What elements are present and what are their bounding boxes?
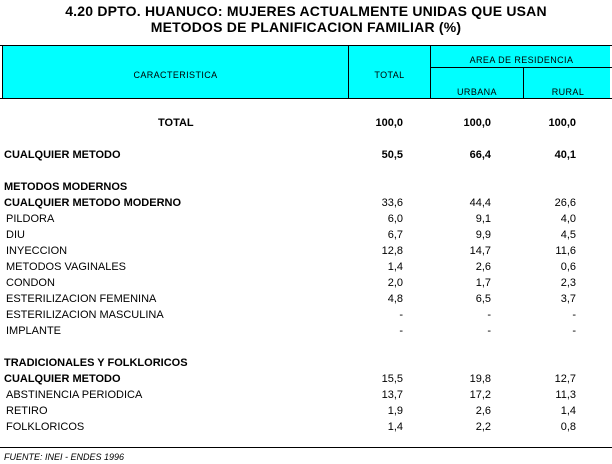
cell-total: 2,0 <box>387 277 403 289</box>
row-label: CUALQUIER METODO <box>4 149 121 161</box>
cell-total: 33,6 <box>381 197 403 209</box>
row-label: CUALQUIER METODO <box>4 373 121 385</box>
row-label: IMPLANTE <box>6 325 62 337</box>
cell-rural: - <box>572 309 576 321</box>
table-row <box>0 307 612 323</box>
table-row <box>0 291 612 307</box>
header-caracteristica: CARACTERISTICA <box>133 70 218 80</box>
header-total: TOTAL <box>374 70 405 80</box>
cell-total: 1,4 <box>387 421 403 433</box>
cell-total: 1,9 <box>387 405 403 417</box>
cell-urbana: 14,7 <box>469 245 491 257</box>
cell-total: 13,7 <box>381 389 403 401</box>
source-note: FUENTE: INEI - ENDES 1996 <box>4 452 125 462</box>
area-rule <box>430 67 612 68</box>
cell-total: 12,8 <box>381 245 403 257</box>
row-label: ESTERILIZACION FEMENINA <box>6 293 157 305</box>
cell-rural: - <box>572 325 576 337</box>
row-label: ABSTINENCIA PERIODICA <box>6 389 143 401</box>
cell-urbana: 1,7 <box>475 277 491 289</box>
row-label: METODOS VAGINALES <box>6 261 127 273</box>
cell-rural: 11,3 <box>555 389 576 401</box>
row-label: METODOS MODERNOS <box>4 181 128 193</box>
cell-urbana: 2,2 <box>475 421 491 433</box>
cell-rural: 2,3 <box>560 277 576 289</box>
cell-urbana: 9,1 <box>475 213 491 225</box>
cell-urbana: 6,5 <box>475 293 491 305</box>
cell-rural: 26,6 <box>554 197 576 209</box>
table-row <box>0 403 612 419</box>
cell-rural: 12,7 <box>554 373 576 385</box>
row-label: INYECCION <box>6 245 68 257</box>
cell-rural: 11,6 <box>555 245 576 257</box>
section-heading <box>0 179 612 195</box>
cell-total: 1,4 <box>387 261 403 273</box>
cell-total: 4,8 <box>387 293 403 305</box>
cell-urbana: - <box>487 325 491 337</box>
table-row <box>0 259 612 275</box>
header-top-rule <box>0 45 612 46</box>
table-row <box>0 115 612 131</box>
cell-total: 6,7 <box>387 229 403 241</box>
table-row <box>0 243 612 259</box>
row-label: ESTERILIZACION MASCULINA <box>6 309 164 321</box>
table-row <box>0 419 612 435</box>
cell-urbana: 19,8 <box>469 373 491 385</box>
cell-urbana: 66,4 <box>469 149 491 161</box>
table-row <box>0 323 612 339</box>
cell-urbana: 9,9 <box>475 229 491 241</box>
section-heading <box>0 355 612 371</box>
cell-total: - <box>399 309 403 321</box>
cell-urbana: 2,6 <box>475 405 491 417</box>
table-title-line2: METODOS DE PLANIFICACION FAMILIAR (%) <box>150 19 462 35</box>
cell-rural: 4,0 <box>560 213 576 225</box>
cell-urbana: 44,4 <box>469 197 491 209</box>
cell-rural: 40,1 <box>554 149 576 161</box>
header-bottom-rule <box>0 98 612 99</box>
header-rural: RURAL <box>551 87 585 97</box>
row-label: PILDORA <box>6 213 55 225</box>
cell-total: 100,0 <box>375 117 403 129</box>
row-label: TOTAL <box>158 117 194 129</box>
row-label: TRADICIONALES Y FOLKLORICOS <box>4 357 188 369</box>
cell-urbana: 2,6 <box>475 261 491 273</box>
cell-total: 15,5 <box>381 373 403 385</box>
row-label: CONDON <box>6 277 55 289</box>
header-area: AREA DE RESIDENCIA <box>469 55 574 65</box>
cell-total: - <box>399 325 403 337</box>
cell-urbana: 100,0 <box>463 117 491 129</box>
cell-total: 50,5 <box>381 149 403 161</box>
table-row <box>0 371 612 387</box>
cell-urbana: - <box>487 309 491 321</box>
cell-rural: 1,4 <box>560 405 576 417</box>
cell-rural: 100,0 <box>548 117 576 129</box>
table-row <box>0 211 612 227</box>
cell-total: 6,0 <box>387 213 403 225</box>
row-label: DIU <box>6 229 25 241</box>
cell-urbana: 17,2 <box>469 389 491 401</box>
header-urbana: URBANA <box>457 87 497 97</box>
cell-rural: 0,8 <box>560 421 576 433</box>
table-title-line1: 4.20 DPTO. HUANUCO: MUJERES ACTUALMENTE UNIDAS QUE USAN <box>65 3 547 19</box>
cell-rural: 0,6 <box>560 261 576 273</box>
table-row <box>0 195 612 211</box>
table-row <box>0 147 612 163</box>
row-label: RETIRO <box>6 405 48 417</box>
row-label: FOLKLORICOS <box>6 421 85 433</box>
cell-rural: 4,5 <box>560 229 576 241</box>
footer-rule <box>0 447 612 448</box>
table-row <box>0 387 612 403</box>
cell-rural: 3,7 <box>560 293 576 305</box>
table-row <box>0 227 612 243</box>
row-label: CUALQUIER METODO MODERNO <box>4 197 182 209</box>
table-row <box>0 275 612 291</box>
